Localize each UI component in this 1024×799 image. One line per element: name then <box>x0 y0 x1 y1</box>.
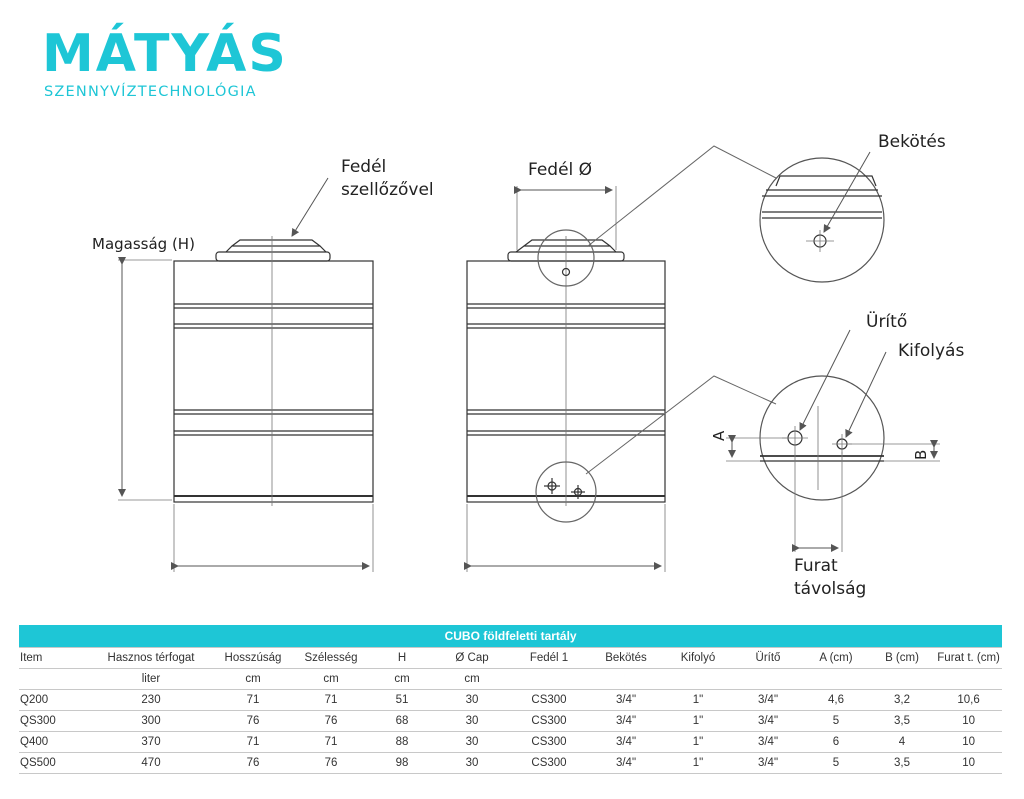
cell: 3/4" <box>589 711 663 732</box>
cell: 1" <box>663 732 733 753</box>
cell: 10 <box>935 732 1002 753</box>
unit-cell <box>589 669 663 690</box>
cell: 370 <box>89 732 213 753</box>
logo-name: MÁTYÁS <box>42 24 288 84</box>
cell: CS300 <box>509 690 589 711</box>
label-lid-vent-2: szellőzővel <box>341 180 434 200</box>
col-header: H <box>369 648 435 669</box>
header-row <box>19 648 1002 669</box>
col-header: Bekötés <box>589 648 663 669</box>
unit-cell: cm <box>293 669 369 690</box>
col-header: Hasznos térfogat <box>89 648 213 669</box>
cell-item: Q200 <box>19 690 89 711</box>
unit-cell <box>19 669 89 690</box>
cell: 71 <box>213 732 293 753</box>
label-lid-vent-1: Fedél <box>341 157 387 177</box>
col-header: Hosszúság <box>213 648 293 669</box>
spec-table <box>19 625 1002 774</box>
label-hole-distance-2: távolság <box>794 579 867 599</box>
cell: 3/4" <box>733 732 803 753</box>
cell: 3/4" <box>589 753 663 774</box>
col-header: Fedél 1 <box>509 648 589 669</box>
cell: 1" <box>663 711 733 732</box>
units-row <box>19 669 1002 690</box>
cell: 3,5 <box>869 711 935 732</box>
cell: 300 <box>89 711 213 732</box>
cell: CS300 <box>509 711 589 732</box>
unit-cell <box>733 669 803 690</box>
label-outflow: Kifolyás <box>898 341 965 361</box>
unit-cell <box>509 669 589 690</box>
col-header: Szélesség <box>293 648 369 669</box>
cell: 4,6 <box>803 690 869 711</box>
table-row <box>19 711 1002 732</box>
cell: 10,6 <box>935 690 1002 711</box>
table-row <box>19 690 1002 711</box>
label-dim-a: A <box>710 430 728 441</box>
table-row <box>19 732 1002 753</box>
cell: 88 <box>369 732 435 753</box>
cell: 76 <box>213 711 293 732</box>
cell: 30 <box>435 732 509 753</box>
cell: 3/4" <box>589 732 663 753</box>
unit-cell: liter <box>89 669 213 690</box>
unit-cell: cm <box>213 669 293 690</box>
cell: 51 <box>369 690 435 711</box>
cell: 1" <box>663 753 733 774</box>
cell: 71 <box>213 690 293 711</box>
cell: CS300 <box>509 732 589 753</box>
label-dim-b: B <box>912 449 930 460</box>
detail-connection <box>760 152 884 282</box>
cell: 3/4" <box>589 690 663 711</box>
cell-item: QS300 <box>19 711 89 732</box>
cell: 30 <box>435 753 509 774</box>
unit-cell <box>869 669 935 690</box>
cell: 6 <box>803 732 869 753</box>
col-header: Item <box>19 648 89 669</box>
cell: 71 <box>293 732 369 753</box>
cell: 1" <box>663 690 733 711</box>
cell: 4 <box>869 732 935 753</box>
cell: 3/4" <box>733 690 803 711</box>
label-hole-distance-1: Furat <box>794 556 838 576</box>
cell: 98 <box>369 753 435 774</box>
table-caption: CUBO földfeletti tartály <box>19 625 1002 648</box>
col-header: Furat t. (cm) <box>935 648 1002 669</box>
cell: 68 <box>369 711 435 732</box>
label-lid-diameter: Fedél Ø <box>528 160 593 180</box>
cell: 470 <box>89 753 213 774</box>
col-header: B (cm) <box>869 648 935 669</box>
unit-cell: cm <box>435 669 509 690</box>
cell: 71 <box>293 690 369 711</box>
logo-tagline: SZENNYVÍZTECHNOLÓGIA <box>44 84 257 100</box>
cell: 3/4" <box>733 711 803 732</box>
cell: CS300 <box>509 753 589 774</box>
col-header: A (cm) <box>803 648 869 669</box>
cell: 76 <box>293 753 369 774</box>
cell: 10 <box>935 753 1002 774</box>
cell: 5 <box>803 711 869 732</box>
cell-item: QS500 <box>19 753 89 774</box>
cell: 76 <box>293 711 369 732</box>
col-header: Ø Cap <box>435 648 509 669</box>
cell-item: Q400 <box>19 732 89 753</box>
unit-cell <box>935 669 1002 690</box>
right-tank-view <box>467 146 776 572</box>
unit-cell <box>663 669 733 690</box>
cell: 3,2 <box>869 690 935 711</box>
cell: 10 <box>935 711 1002 732</box>
cell: 230 <box>89 690 213 711</box>
cell: 30 <box>435 690 509 711</box>
col-header: Ürítő <box>733 648 803 669</box>
cell: 76 <box>213 753 293 774</box>
label-connection: Bekötés <box>878 132 946 152</box>
unit-cell <box>803 669 869 690</box>
label-height: Magasság (H) <box>92 235 195 253</box>
detail-drain-outflow <box>726 330 940 552</box>
cell: 30 <box>435 711 509 732</box>
spec-table-wrapper <box>19 625 1002 774</box>
table-row <box>19 753 1002 774</box>
col-header: Kifolyó <box>663 648 733 669</box>
cell: 3/4" <box>733 753 803 774</box>
cell: 3,5 <box>869 753 935 774</box>
label-drain: Ürítő <box>866 312 908 332</box>
cell: 5 <box>803 753 869 774</box>
unit-cell: cm <box>369 669 435 690</box>
